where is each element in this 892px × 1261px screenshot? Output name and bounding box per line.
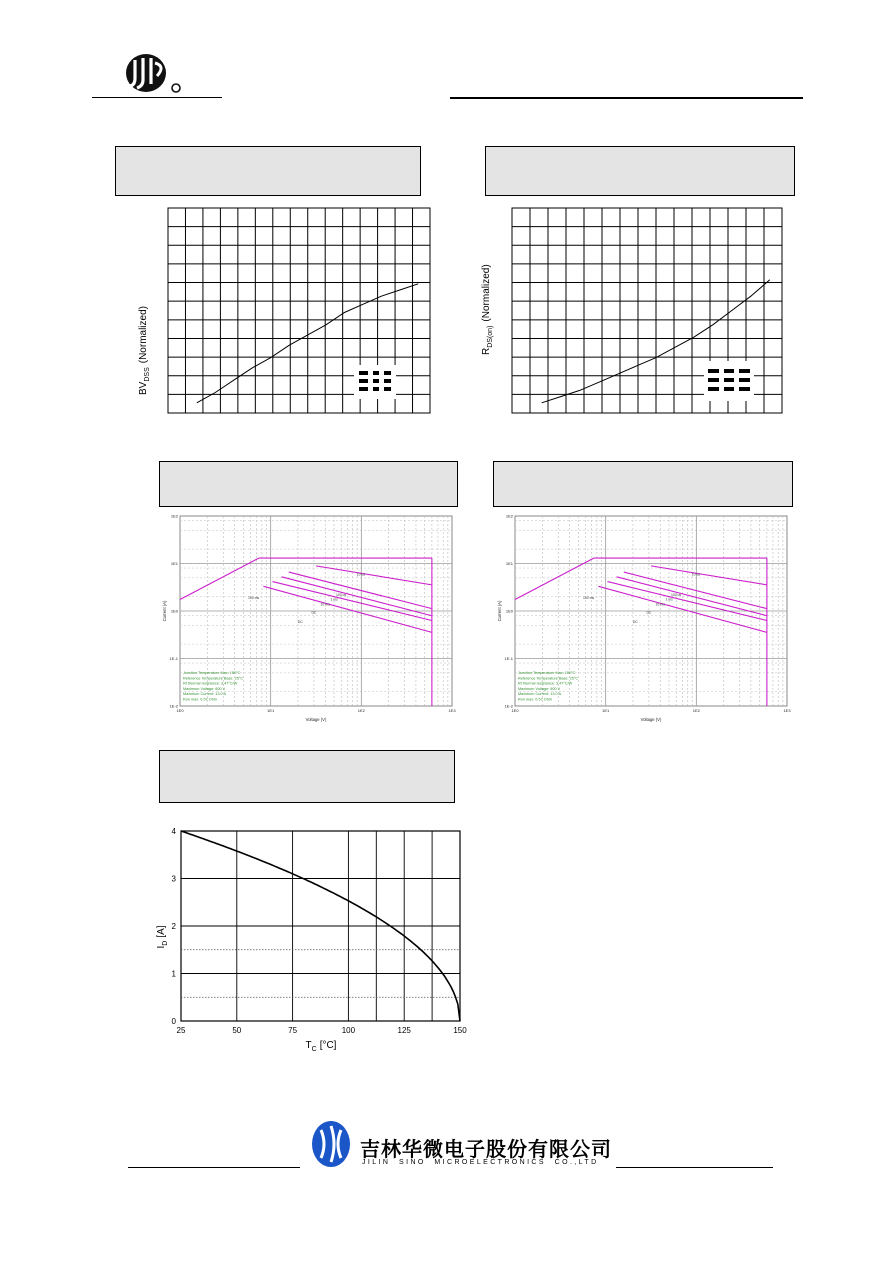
chart-4-xtick: 1E1 (602, 708, 610, 713)
chart-4-ytick: 1E2 (505, 513, 513, 519)
chart-soa-2 (495, 510, 795, 740)
chart-4-line-label: DC (646, 610, 652, 615)
chart-5-title-box (159, 750, 455, 803)
chart-3-legend-text: Reference Temperature Base: 25°C (183, 676, 244, 681)
chart-3-soa-line (282, 577, 432, 616)
chart-4-xlabel: Voltage (V) (640, 717, 662, 722)
chart-4-legend-text: Maximum Voltage: 600 V (518, 686, 561, 691)
chart-5-xtick: 25 (176, 1026, 186, 1035)
chart-4-legend-text: Reference Temperature Base: 25°C (518, 676, 579, 681)
chart-3-ytick: 1E-1 (169, 656, 178, 661)
chart-3-legend-text: Maximum Voltage: 600 V (183, 686, 226, 691)
chart-4-title-box (493, 461, 793, 507)
chart-4-line-label: 1 ms (665, 597, 673, 602)
chart-3-ytick: 1E2 (170, 513, 178, 519)
chart-5-grid (181, 831, 460, 1021)
chart-5-xtick: 125 (397, 1026, 411, 1035)
chart-1-ylabel: $BV_{DSS}(Normalized)$ (138, 306, 151, 395)
chart-4-soa-line (515, 558, 594, 599)
chart-3-xtick: 1E2 (357, 708, 365, 713)
chart-5-ylabel: $I_D[A]$ (156, 925, 169, 949)
chart-rdson (472, 203, 792, 415)
footer-rule-left (128, 1167, 300, 1168)
chart-3-line-label: DC (297, 619, 303, 624)
chart-5-xtick: 50 (232, 1026, 242, 1035)
chart-3-xtick: 1E0 (176, 708, 184, 713)
chart-2-ylabel: $R_{DS(on)}(Normalized)$ (481, 264, 494, 355)
chart-5-ytick: 1 (171, 969, 176, 979)
chart-3-legend-text: Junction Temperature Max: 150°C (183, 671, 241, 675)
chart-5-xtick: 100 (341, 1026, 356, 1035)
header-rule-right (450, 97, 803, 99)
chart-3-legend-text: Rt thermal resistance: 3.47°C/W (183, 681, 238, 686)
chart-3-soa-line (180, 558, 259, 599)
chart-4-line-label: 10 us (691, 572, 701, 577)
chart-2-title-box (485, 146, 795, 196)
footer-rule-right (616, 1167, 773, 1168)
chart-4-ytick: 1E1 (505, 561, 513, 566)
chart-5-xlabel: $T_C$ [°C] (305, 1040, 337, 1053)
chart-4-ytick: 1E-2 (504, 703, 513, 709)
chart-4-xtick: 1E2 (692, 708, 700, 713)
chart-bvdss (128, 205, 433, 415)
chart-5-ytick: 2 (171, 922, 176, 931)
chart-4-soa-line (607, 582, 766, 621)
footer-company-cn: 吉林华微电子股份有限公司 (360, 1137, 612, 1161)
chart-4-soa-line (651, 566, 767, 585)
chart-4-xtick: 1E0 (511, 708, 519, 713)
chart-4-ytick: 1E-1 (504, 656, 513, 661)
chart-3-line-label: 100 us (335, 592, 347, 597)
chart-3-line-label: 100 ms (248, 596, 260, 601)
chart-5-ytick: 3 (171, 874, 176, 884)
chart-3-ytick: 1E1 (170, 561, 178, 566)
chart-3-line-label: 10 us (356, 572, 366, 577)
chart-3-soa-line (316, 566, 432, 585)
chart-3-legend-text: Maximum Current: 13.0 A (183, 692, 227, 697)
chart-1-inset-legend (354, 365, 396, 399)
chart-4-line-label: 100 ms (583, 596, 595, 601)
header-logo (120, 48, 192, 100)
chart-3-xlabel: Voltage (V) (305, 717, 327, 722)
chart-5-xtick: 150 (453, 1026, 467, 1035)
footer-logo-icon (308, 1118, 354, 1170)
chart-4-line-label: 100 us (670, 592, 682, 597)
chart-3-xtick: 1E3 (448, 708, 456, 713)
chart-3-title-box (159, 461, 458, 507)
chart-1-title-box (115, 146, 421, 196)
chart-3-ytick: 1E-2 (169, 703, 178, 709)
chart-3-soa-line (272, 582, 431, 621)
chart-5-ytick: 4 (171, 827, 176, 836)
chart-4-line-label: DC (632, 619, 638, 624)
chart-soa-1 (160, 510, 460, 740)
chart-3-legend-text: Ron max: 0.57 Ohm (183, 697, 217, 702)
chart-2-inset-legend (704, 361, 754, 401)
chart-3-line-label: 10 ms (320, 602, 330, 607)
chart-4-ylabel: Current (A) (497, 600, 502, 622)
chart-3-ytick: 1E0 (170, 608, 178, 614)
chart-3-ylabel: Current (A) (162, 600, 167, 622)
chart-4-legend-text: Maximum Current: 13.0 A (518, 692, 562, 697)
chart-5-ytick: 0 (171, 1017, 176, 1026)
chart-3-line-label: 1 ms (330, 597, 338, 602)
header-rule-left (92, 97, 222, 98)
chart-3-line-label: DC (311, 610, 317, 615)
chart-5-xtick: 75 (288, 1026, 298, 1035)
chart-4-xtick: 1E3 (783, 708, 791, 713)
chart-4-legend-text: Ron max: 0.57 Ohm (518, 697, 552, 702)
chart-4-soa-line (617, 577, 767, 616)
chart-3-xtick: 1E1 (267, 708, 275, 713)
chart-4-legend-text: Junction Temperature Max: 150°C (518, 671, 576, 675)
chart-5-tick-labels (172, 827, 468, 1035)
footer-company-en: JILIN SINO MICROELECTRONICS CO.,LTD (362, 1159, 599, 1166)
chart-id-vs-tc (140, 815, 480, 1060)
chart-4-ytick: 1E0 (505, 608, 513, 614)
chart-4-line-label: 10 ms (655, 602, 665, 607)
chart-4-legend-text: Rt thermal resistance: 3.47°C/W (518, 681, 573, 686)
